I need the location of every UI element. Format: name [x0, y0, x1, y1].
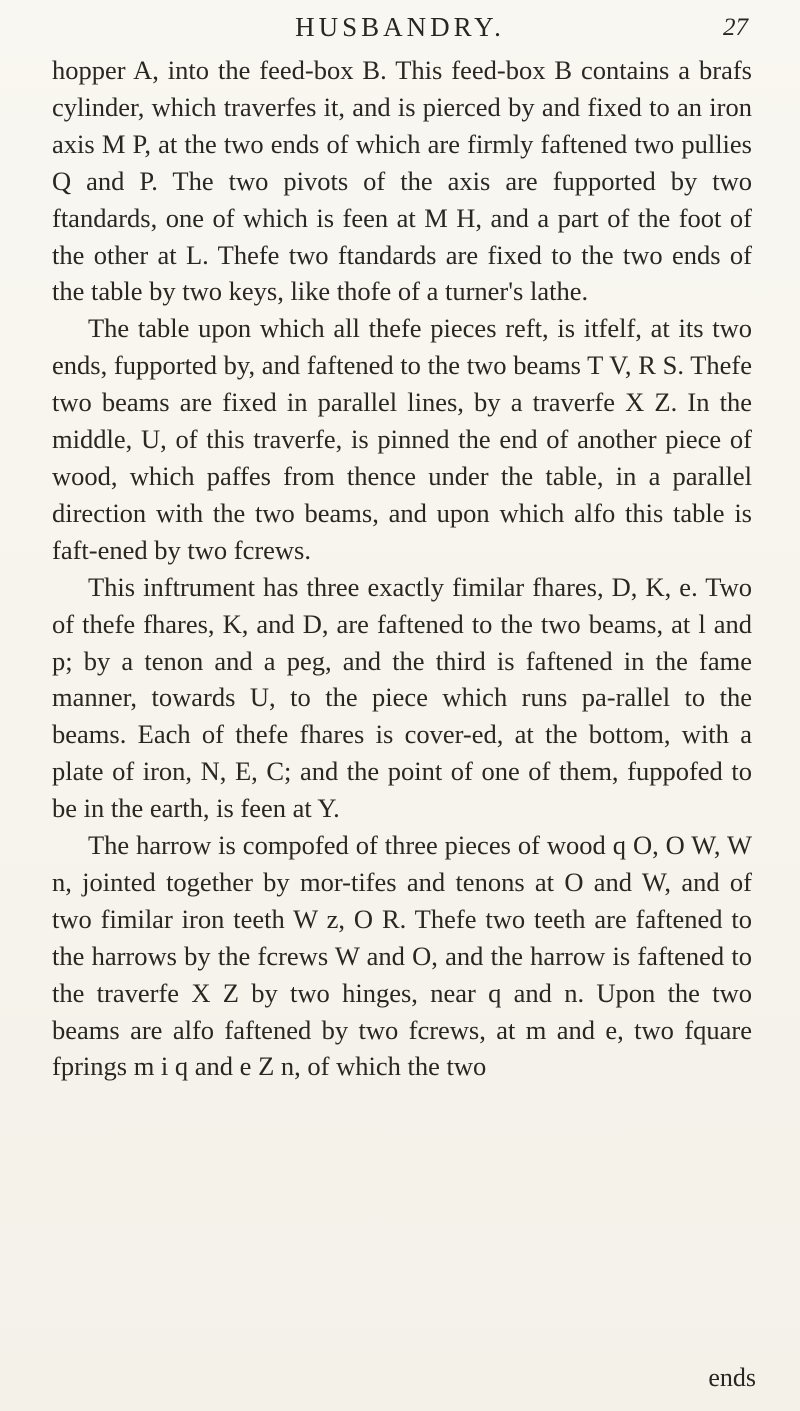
paragraph-2: The table upon which all thefe pieces reft, is itfelf, at its two ends, fupported by, and faftened to the two beams T V, R S. Thefe two beams are fixed in parallel lines, by a traverfe X Z. In the middle, U, of this traverfe, is pinned the end of another piece of wood, which paffes from thence under the table, in a parallel direction with the two beams, and upon which alfo this table is faft-ened by two fcrews. [52, 313, 752, 565]
paragraph-1: hopper A, into the feed-box B. This feed-box B contains a brafs cylinder, which traverfes it, and is pierced by and fixed to an iron axis M P, at the two ends of which are firmly faftened two pullies Q and P. The two pivots of the axis are fupported by two ftandards, one of which is feen at M H, and a part of the foot of the other at L. Thefe two ftandards are fixed to the two ends of the table by two keys, like thofe of a turner's lathe. [52, 55, 752, 307]
body-text [52, 52, 752, 1085]
page-number: 27 [723, 14, 748, 41]
running-head: HUSBANDRY. [295, 12, 505, 42]
catchword: ends [708, 1363, 756, 1392]
paragraph-3: This inftrument has three exactly fimilar fhares, D, K, e. Two of thefe fhares, K, and D, are faftened to the two beams, at l and p; by a tenon and a peg, and the third is faftened in the fame manner, towards U, to the piece which runs pa-rallel to the beams. Each of thefe fhares is cover-ed, at the bottom, with a plate of iron, N, E, C; and the point of one of them, fuppofed to be in the earth, is feen at Y. [52, 571, 752, 824]
paragraph-4: The harrow is compofed of three pieces of wood q O, O W, W n, jointed together by mor-tifes and tenons at O and W, and of two fimilar iron teeth W z, O R. Thefe two teeth are faftened to the harrows by the fcrews W and O, and the harrow is faftened to the traverfe X Z by two hinges, near q and n. Upon the two beams are alfo faftened by two fcrews, at m and e, two fquare fprings m i q and e Z n, of which the two [52, 830, 752, 1082]
page-header [52, 8, 748, 52]
